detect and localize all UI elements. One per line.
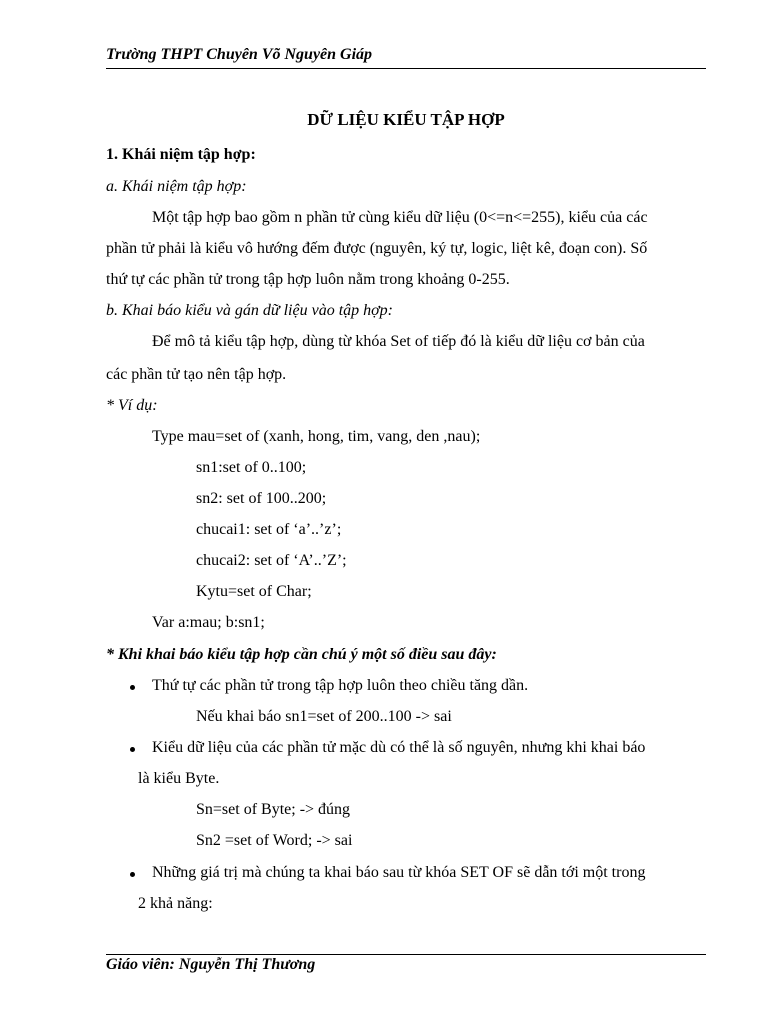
- page-header-school: Trường THPT Chuyên Võ Nguyên Giáp: [106, 46, 373, 63]
- code-line: Type mau=set of (xanh, hong, tim, vang, den ,nau);: [152, 428, 481, 445]
- bullet-text: 2 khả năng:: [138, 895, 213, 912]
- example-label: * Ví dụ:: [106, 397, 158, 414]
- code-line: chucai1: set of ‘a’..’z’;: [196, 521, 342, 538]
- subsection-b-heading: b. Khai báo kiểu và gán dữ liệu vào tập hợp:: [106, 302, 393, 319]
- bullet-text: Thứ tự các phần tử trong tập hợp luôn theo chiều tăng dần.: [152, 677, 529, 694]
- bullet-icon: [130, 747, 135, 752]
- footer-divider: [106, 954, 706, 955]
- document-title: DỮ LIỆU KIỂU TẬP HỢP: [307, 110, 505, 129]
- code-line: Var a:mau; b:sn1;: [152, 614, 265, 631]
- bullet-icon: [130, 872, 135, 877]
- paragraph-line: thứ tự các phần tử trong tập hợp luôn nằm trong khoảng 0-255.: [106, 271, 510, 288]
- bullet-example: Sn=set of Byte; -> đúng: [196, 801, 351, 818]
- bullet-example: Nếu khai báo sn1=set of 200..100 -> sai: [196, 708, 452, 725]
- code-line: sn1:set of 0..100;: [196, 459, 307, 476]
- bullet-example: Sn2 =set of Word; -> sai: [196, 832, 353, 849]
- bullet-text: Kiểu dữ liệu của các phần tử mặc dù có thể là số nguyên, nhưng khi khai báo: [152, 739, 646, 756]
- code-line: sn2: set of 100..200;: [196, 490, 327, 507]
- bullet-text: là kiểu Byte.: [138, 770, 220, 787]
- section-heading: 1. Khái niệm tập hợp:: [106, 146, 256, 163]
- paragraph-line: phần tử phải là kiểu vô hướng đếm được (nguyên, ký tự, logic, liệt kê, đoạn con). Số: [106, 240, 648, 257]
- page-footer-teacher: Giáo viên: Nguyễn Thị Thương: [106, 956, 316, 973]
- bullet-icon: [130, 685, 135, 690]
- header-divider: [106, 68, 706, 69]
- paragraph-line: Một tập hợp bao gồm n phần tử cùng kiểu dữ liệu (0<=n<=255), kiểu của các: [152, 209, 648, 226]
- bullet-text: Những giá trị mà chúng ta khai báo sau từ khóa SET OF sẽ dẫn tới một trong: [152, 864, 646, 881]
- subsection-a-heading: a. Khái niệm tập hợp:: [106, 178, 247, 195]
- paragraph-line: Để mô tả kiểu tập hợp, dùng từ khóa Set of tiếp đó là kiểu dữ liệu cơ bản của: [152, 333, 645, 350]
- code-line: chucai2: set of ‘A’..’Z’;: [196, 552, 347, 569]
- note-heading: * Khi khai báo kiểu tập hợp cần chú ý một số điều sau đây:: [106, 646, 497, 663]
- paragraph-line: các phần tử tạo nên tập hợp.: [106, 366, 287, 383]
- code-line: Kytu=set of Char;: [196, 583, 312, 600]
